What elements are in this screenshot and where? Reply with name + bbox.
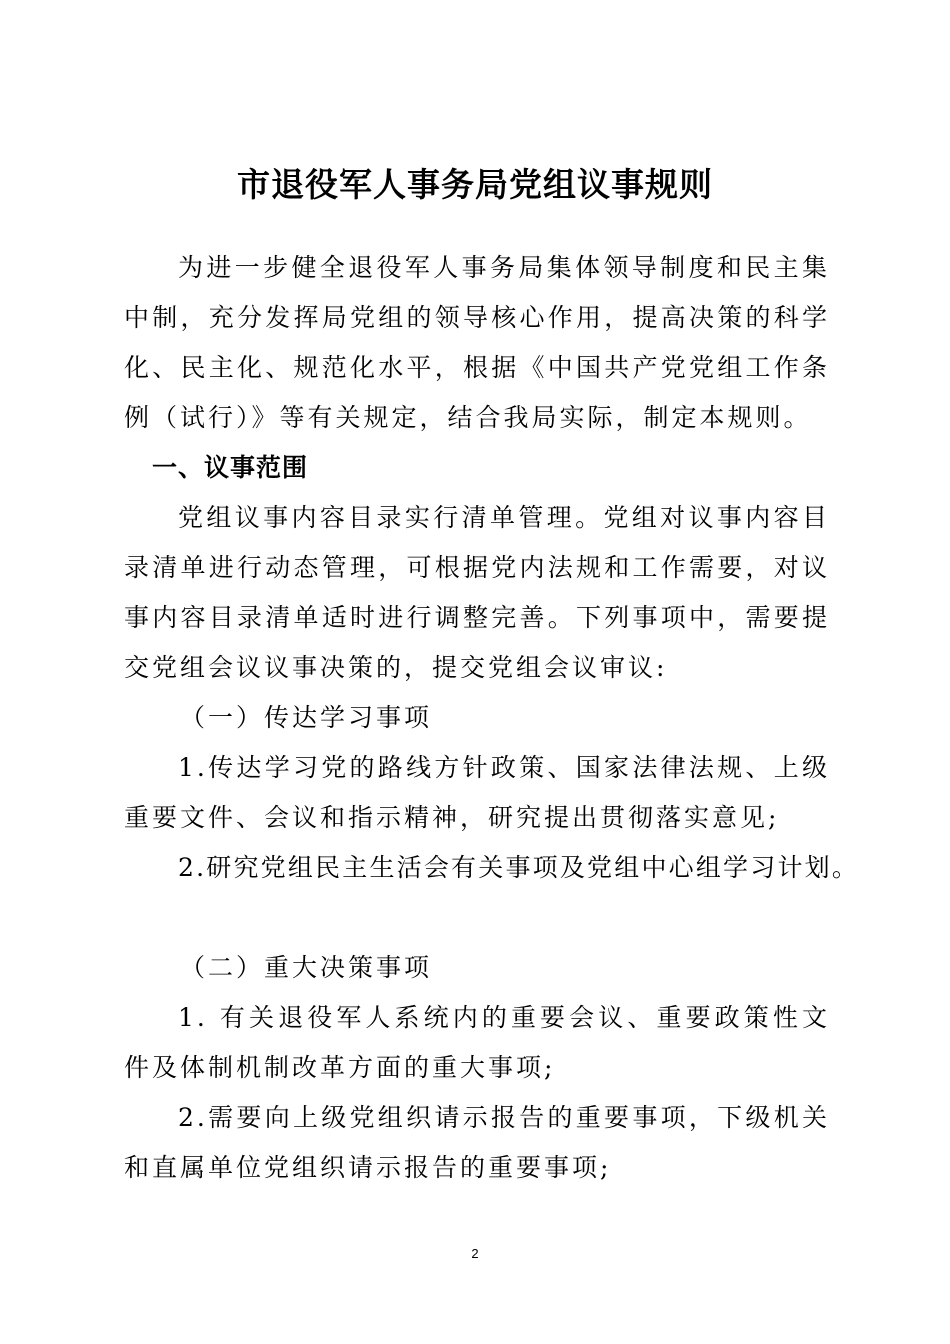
intro-paragraph: 为进一步健全退役军人事务局集体领导制度和民主集中制，充分发挥局党组的领导核心作用，提高决策的科学化、民主化、规范化水平，根据《中国共产党党组工作条例（试行）》等有关规定，结合我局实际，制定本规则。: [124, 253, 830, 432]
study-item-2: 2.研究党组民主生活会有关事项及党组中心组学习计划。: [178, 853, 860, 882]
section-heading-scope: 一、议事范围: [152, 453, 309, 482]
scope-paragraph: 党组议事内容目录实行清单管理。党组对议事内容目录清单进行动态管理，可根据党内法规和工作需要，对议事内容目录清单适时进行调整完善。下列事项中，需要提交党组会议议事决策的，提交党组会议审议:: [124, 503, 830, 682]
decision-item-2: 2.需要向上级党组织请示报告的重要事项，下级机关和直属单位党组织请示报告的重要事项;: [124, 1103, 830, 1182]
blank-line: [124, 893, 830, 943]
study-item-1: 1.传达学习党的路线方针政策、国家法律法规、上级重要文件、会议和指示精神，研究提出贯彻落实意见;: [124, 753, 830, 832]
subsection-heading-decision: （二）重大决策事项: [180, 953, 433, 982]
decision-item-1: 1. 有关退役军人系统内的重要会议、重要政策性文件及体制机制改革方面的重大事项;: [124, 1003, 830, 1082]
subsection-heading-study: （一）传达学习事项: [180, 703, 433, 732]
document-title: 市退役军人事务局党组议事规则: [237, 165, 713, 204]
document-body: [124, 243, 860, 1193]
page-number: 2: [471, 1246, 479, 1261]
